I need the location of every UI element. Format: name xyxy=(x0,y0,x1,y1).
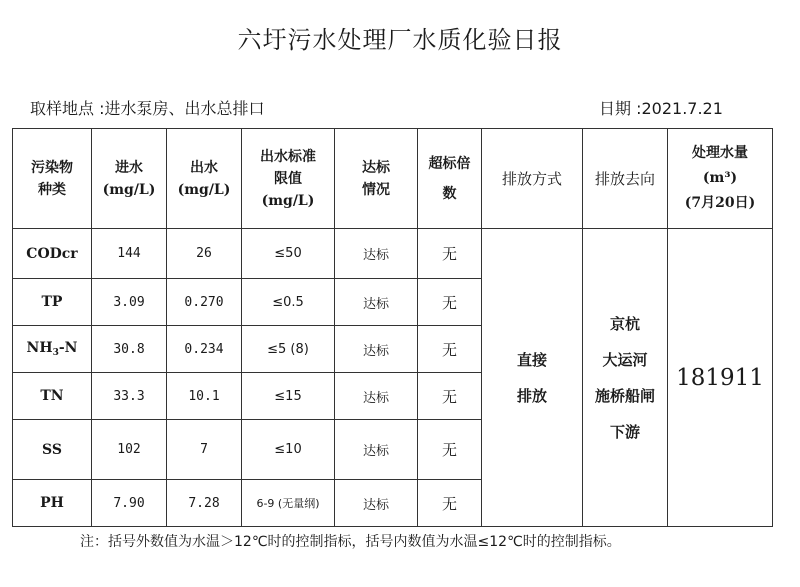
water-quality-table xyxy=(12,128,773,527)
pollutant-name: TP xyxy=(13,279,92,326)
header-exceed: 超标倍 数 xyxy=(418,129,482,229)
sampling-location: 取样地点 :进水泵房、出水总排口 xyxy=(30,99,265,118)
treated-volume-value: 181911 xyxy=(668,229,773,527)
influent-value: 102 xyxy=(92,420,167,480)
header-limit: 出水标准 限值 (mg/L) xyxy=(242,129,335,229)
status-value: 达标 xyxy=(335,279,418,326)
effluent-value: 10.1 xyxy=(167,373,242,420)
header-influent: 进水 (mg/L) xyxy=(92,129,167,229)
exceed-value: 无 xyxy=(418,480,482,527)
status-value: 达标 xyxy=(335,373,418,420)
header-discharge-dest: 排放去向 xyxy=(583,129,668,229)
header-volume: 处理水量 (m³) (7月20日) xyxy=(668,129,773,229)
limit-value: ≤5 (8) xyxy=(242,326,335,373)
discharge-method-cell: 直接 排放 xyxy=(482,229,583,527)
limit-value: ≤10 xyxy=(242,420,335,480)
header-discharge-method: 排放方式 xyxy=(482,129,583,229)
pollutant-name-subscript: 3 xyxy=(52,348,59,358)
report-title: 六圩污水处理厂水质化验日报 xyxy=(237,26,563,54)
exceed-value: 无 xyxy=(418,229,482,279)
limit-value: ≤50 xyxy=(242,229,335,279)
influent-value: 7.90 xyxy=(92,480,167,527)
exceed-value: 无 xyxy=(418,420,482,480)
limit-value: 6-9 (无量纲) xyxy=(242,480,335,527)
pollutant-name: SS xyxy=(13,420,92,480)
limit-value: ≤0.5 xyxy=(242,279,335,326)
effluent-value: 7 xyxy=(167,420,242,480)
status-value: 达标 xyxy=(335,229,418,279)
header-row xyxy=(13,129,773,229)
effluent-value: 0.270 xyxy=(167,279,242,326)
exceed-value: 无 xyxy=(418,373,482,420)
status-value: 达标 xyxy=(335,480,418,527)
effluent-value: 26 xyxy=(167,229,242,279)
header-effluent: 出水 (mg/L) xyxy=(167,129,242,229)
pollutant-name-tail: -N xyxy=(58,340,78,356)
effluent-value: 0.234 xyxy=(167,326,242,373)
exceed-value: 无 xyxy=(418,326,482,373)
influent-value: 3.09 xyxy=(92,279,167,326)
status-value: 达标 xyxy=(335,420,418,480)
pollutant-name: TN xyxy=(13,373,92,420)
header-status: 达标 情况 xyxy=(335,129,418,229)
pollutant-name-main: NH xyxy=(26,340,53,356)
pollutant-name: PH xyxy=(13,480,92,527)
pollutant-name: CODcr xyxy=(13,229,92,279)
discharge-destination-cell: 京杭 大运河 施桥船闸 下游 xyxy=(583,229,668,527)
header-pollutant: 污染物 种类 xyxy=(13,129,92,229)
pollutant-name xyxy=(13,326,92,373)
influent-value: 144 xyxy=(92,229,167,279)
report-date: 日期 :2021.7.21 xyxy=(599,99,723,118)
influent-value: 30.8 xyxy=(92,326,167,373)
effluent-value: 7.28 xyxy=(167,480,242,527)
exceed-value: 无 xyxy=(418,279,482,326)
status-value: 达标 xyxy=(335,326,418,373)
influent-value: 33.3 xyxy=(92,373,167,420)
table-row xyxy=(13,229,773,279)
footnote: 注：括号外数值为水温＞12℃时的控制指标，括号内数值为水温≤12℃时的控制指标。 xyxy=(80,534,621,550)
limit-value: ≤15 xyxy=(242,373,335,420)
